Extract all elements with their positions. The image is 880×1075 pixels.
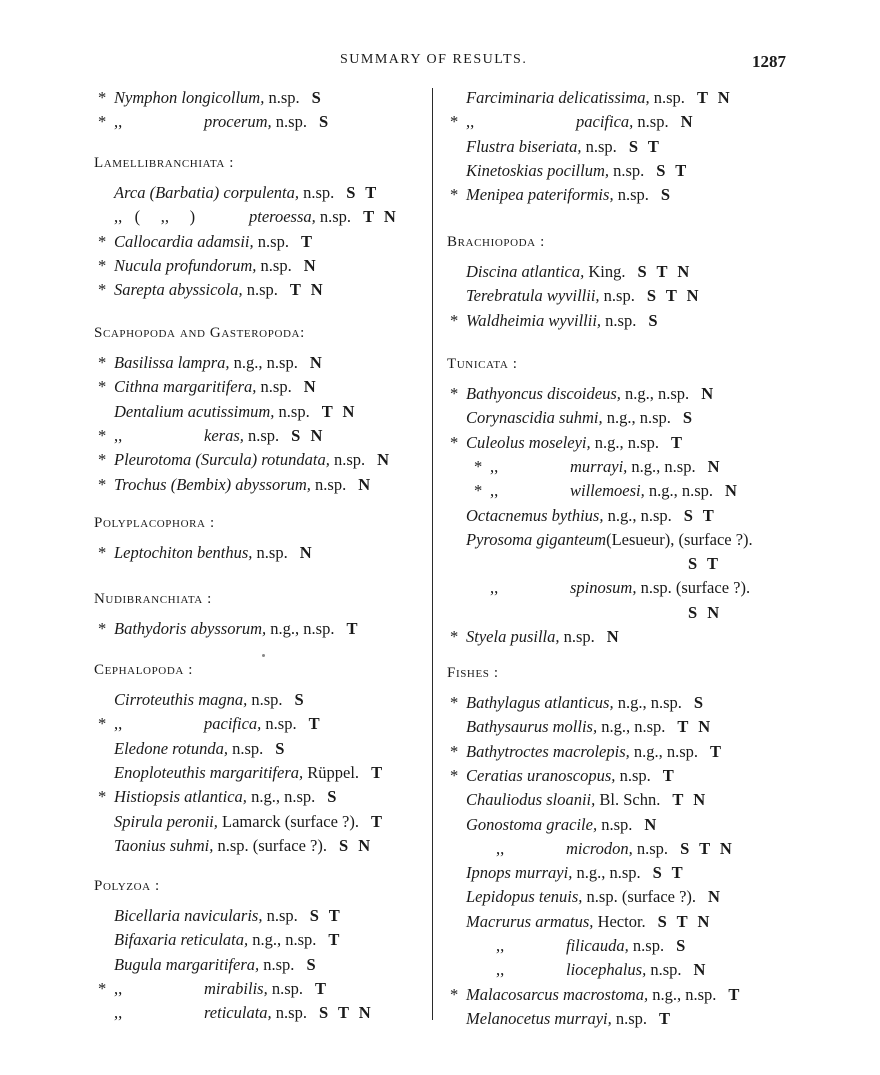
authority-note: n.g., n.sp.: [597, 717, 666, 737]
species-name: Styela pusilla,: [466, 627, 560, 646]
depth-codes: N: [303, 255, 319, 275]
asterisk-mark: *: [474, 456, 483, 476]
species-name: Callocardia adamsii,: [114, 231, 254, 251]
depth-codes: S: [682, 408, 696, 428]
authority-note: n.sp.: [256, 255, 292, 275]
species-name: murrayi,: [570, 456, 628, 476]
authority-note: n.sp.: [633, 112, 669, 132]
species-name: Gonostoma gracile,: [466, 814, 598, 834]
authority-note: n.sp.: [632, 838, 669, 858]
depth-codes: S: [660, 185, 674, 205]
list-item: [450, 530, 753, 550]
list-item: [450, 815, 659, 835]
asterisk-mark: *: [98, 353, 107, 372]
depth-codes: T: [662, 765, 677, 785]
asterisk-mark: *: [98, 231, 107, 251]
species-name: Melanocetus murrayi,: [466, 1008, 612, 1028]
species-name: Corynascidia suhmi,: [466, 408, 603, 428]
authority-note: King.: [584, 262, 626, 281]
species-name: pacifica,: [576, 112, 634, 132]
depth-codes: S: [327, 787, 340, 807]
ditto-mark: ,,: [466, 112, 475, 132]
section-heading: Polyzoa :: [94, 878, 160, 894]
depth-codes: S T N: [646, 286, 702, 306]
list-item: [660, 603, 722, 623]
list-item: [474, 578, 750, 598]
list-item: [480, 960, 708, 980]
depth-codes: T N: [289, 280, 326, 300]
asterisk-mark: *: [474, 481, 483, 501]
depth-codes: N: [708, 887, 723, 907]
depth-codes: T N: [677, 717, 714, 737]
authority-note: n.g., n.sp.: [572, 863, 641, 883]
depth-codes: S T N: [680, 838, 735, 858]
species-name: pteroessa,: [249, 207, 316, 227]
depth-codes: T: [300, 231, 315, 251]
authority-note: n.sp.: [271, 1003, 307, 1023]
species-name: Ceratias uranoscopus,: [466, 765, 616, 785]
species-name: Leptochiton benthus,: [114, 543, 253, 562]
depth-codes: S: [306, 954, 319, 974]
species-name: liocephalus,: [566, 960, 647, 980]
list-item: [480, 936, 688, 956]
depth-codes: S N: [338, 835, 374, 855]
list-item: [474, 481, 740, 501]
asterisk-mark: *: [98, 112, 107, 132]
depth-codes: S: [676, 936, 689, 955]
list-item: [450, 311, 661, 331]
species-name: Bicellaria navicularis,: [114, 906, 263, 925]
authority-note: n.sp.: [264, 88, 300, 107]
asterisk-mark: *: [450, 310, 459, 330]
ditto-mark: ,,: [490, 456, 499, 476]
species-name: Ipnops murrayi,: [466, 863, 573, 883]
authority-note: n.sp.: [271, 112, 307, 132]
list-item: [660, 554, 721, 574]
list-item: [450, 262, 692, 282]
list-item: [450, 693, 706, 713]
species-name: Taonius suhmi,: [114, 835, 214, 855]
asterisk-mark: *: [98, 377, 107, 397]
section-heading: Brachiopoda :: [447, 234, 545, 250]
species-name: Cithna margaritifera,: [114, 377, 257, 397]
authority-note: n.sp.: [242, 280, 278, 300]
depth-codes: N: [701, 384, 717, 403]
depth-codes: N: [358, 474, 374, 494]
ditto-mark: ,,: [490, 481, 499, 501]
authority-note: n.sp.: [252, 543, 288, 562]
list-item: [450, 161, 689, 181]
depth-codes: N: [693, 960, 709, 980]
asterisk-mark: *: [450, 185, 459, 205]
asterisk-mark: *: [450, 627, 459, 646]
species-name: Basilissa lampra,: [114, 353, 230, 372]
list-item: [450, 766, 677, 786]
depth-codes: S: [311, 88, 324, 107]
depth-codes: N: [606, 627, 622, 646]
asterisk-mark: *: [450, 984, 459, 1004]
list-item: [450, 408, 695, 428]
list-item: [450, 384, 716, 404]
species-name: Eledone rotunda,: [114, 738, 228, 758]
species-name: Trochus (Bembix) abyssorum,: [114, 474, 311, 494]
authority-note: n.sp.: [262, 906, 298, 925]
species-name: Bathydoris abyssorum,: [114, 619, 267, 638]
species-name: Pyrosoma giganteum: [466, 529, 607, 549]
authority-note: n.sp.: [310, 474, 347, 494]
list-item: [450, 286, 702, 306]
authority-note: n.sp.: [649, 88, 685, 107]
depth-codes: N: [377, 450, 393, 470]
depth-codes: S T: [628, 136, 662, 156]
list-item: [450, 137, 662, 157]
asterisk-mark: *: [98, 978, 107, 998]
asterisk-mark: *: [98, 543, 107, 562]
asterisk-mark: *: [450, 765, 459, 785]
authority-note: n.sp.: [315, 207, 352, 227]
depth-codes: N: [303, 377, 319, 397]
section-heading: Tunicata :: [447, 356, 518, 372]
species-name: reticulata,: [204, 1003, 272, 1023]
species-name: Bathylagus atlanticus,: [466, 693, 614, 712]
section-heading: Scaphopoda and Gasteropoda:: [94, 325, 305, 341]
species-name: Cirroteuthis magna,: [114, 690, 248, 709]
authority-note: n.g., n.sp.: [627, 456, 696, 476]
section-heading: Nudibranchiata :: [94, 591, 212, 607]
ditto-mark: ,,: [114, 714, 123, 734]
ditto-mark: ,,: [496, 936, 505, 955]
asterisk-mark: *: [98, 450, 107, 470]
species-name: Kinetoskias pocillum,: [466, 160, 609, 180]
asterisk-mark: *: [98, 425, 107, 445]
asterisk-mark: *: [98, 787, 107, 807]
authority-note: n.sp.: [581, 136, 617, 156]
authority-note: n.g., n.sp.: [590, 432, 659, 452]
ditto-mark: ,,: [114, 978, 123, 998]
list-item: [450, 433, 685, 453]
authority-note: n.g., n.sp.: [603, 505, 672, 525]
depth-codes: S T N: [318, 1003, 374, 1023]
depth-codes: S T: [309, 906, 343, 925]
list-item: [450, 742, 724, 762]
depth-codes: T: [728, 984, 743, 1004]
authority-note: (Lesueur), (surface ?).: [606, 529, 753, 549]
authority-note: n.g., n.sp.: [648, 984, 717, 1004]
section-heading: Polyplacophora :: [94, 515, 215, 531]
section-heading: Lamellibranchiata :: [94, 155, 235, 171]
ditto-mark: ,,: [496, 838, 505, 858]
depth-codes: S T: [683, 505, 717, 525]
asterisk-mark: *: [98, 88, 107, 107]
depth-codes: S: [648, 310, 661, 330]
species-name: Bathysaurus mollis,: [466, 717, 598, 737]
authority-note: n.g., n.sp.: [248, 930, 317, 950]
section-heading: Fishes :: [447, 665, 499, 681]
asterisk-mark: *: [450, 741, 459, 761]
asterisk-mark: *: [98, 714, 107, 734]
list-item: [450, 506, 717, 526]
authority-note: n.sp.: [253, 231, 289, 251]
authority-note: n.sp.: [274, 401, 310, 421]
list-item: [474, 457, 723, 477]
authority-note: Lamarck (surface ?).: [217, 811, 359, 831]
authority-note: n.sp.: [597, 814, 633, 834]
species-name: spinosum,: [570, 578, 637, 598]
depth-codes: S T: [688, 554, 722, 574]
species-name: Octacnemus bythius,: [466, 505, 604, 525]
authority-note: n.g., n.sp.: [613, 693, 682, 712]
depth-codes: S N: [688, 602, 723, 622]
depth-codes: N: [299, 543, 315, 562]
page-number: 1287: [752, 52, 786, 71]
list-item: [450, 790, 708, 810]
species-name: Malacosarcus macrostoma,: [466, 984, 649, 1004]
depth-codes: T N: [696, 88, 733, 107]
species-name: Histiopsis atlantica,: [114, 787, 247, 807]
depth-codes: N: [309, 353, 325, 372]
authority-note: n.sp.: [646, 960, 682, 980]
species-name: Chauliodus sloanii,: [466, 790, 596, 810]
depth-codes: S T: [652, 863, 686, 883]
species-name: willemoesi,: [570, 481, 645, 501]
species-name: Discina atlantica,: [466, 262, 585, 281]
authority-note: n.sp.: [628, 936, 665, 955]
species-name: Arca (Barbatia) corpulenta,: [114, 183, 299, 202]
depth-codes: N: [644, 814, 660, 834]
authority-note: n.sp.: [267, 978, 304, 998]
depth-codes: T: [371, 762, 386, 782]
species-name: Menipea pateriformis,: [466, 185, 614, 205]
species-name: Enoploteuthis margaritifera,: [114, 762, 304, 782]
asterisk-mark: *: [98, 474, 107, 494]
species-name: Pleurotoma (Surcula) rotundata,: [114, 450, 330, 470]
authority-note: n.g., n.sp.: [246, 787, 316, 807]
species-name: Bifaxaria reticulata,: [114, 930, 249, 950]
depth-codes: N: [707, 456, 723, 476]
species-name: Bathyoncus discoideus,: [466, 384, 621, 403]
list-item: [450, 88, 733, 108]
asterisk-mark: *: [450, 693, 459, 712]
depth-codes: T: [670, 432, 685, 452]
species-name: pacifica,: [204, 714, 262, 734]
list-item: [450, 887, 723, 907]
authority-note: n.sp.: [227, 738, 264, 758]
species-name: Spirula peronii,: [114, 811, 218, 831]
asterisk-mark: *: [450, 432, 459, 452]
species-name: Bugula margaritifera,: [114, 954, 260, 974]
depth-codes: T: [710, 741, 725, 761]
list-item: [450, 185, 673, 205]
ditto-mark: ,,: [490, 578, 499, 598]
species-name: Farciminaria delicatissima,: [466, 88, 650, 107]
authority-note: n.sp.: [613, 185, 649, 205]
authority-note: Hector.: [593, 911, 646, 931]
depth-codes: T N: [321, 401, 358, 421]
authority-note: n.sp.: [247, 690, 283, 709]
authority-note: n.g., n.sp.: [629, 741, 699, 761]
species-name: Terebratula wyvillii,: [466, 286, 600, 306]
list-item: [450, 627, 622, 647]
authority-note: n.sp.: [599, 286, 635, 306]
list-item: [450, 863, 686, 883]
section-heading: Cephalopoda :: [94, 662, 194, 678]
authority-note: n.sp.: [609, 160, 645, 180]
list-item: [450, 912, 712, 932]
species-name: Nucula profundorum,: [114, 255, 257, 275]
list-item: [480, 839, 735, 859]
authority-note: n.g., n.sp.: [602, 408, 671, 428]
asterisk-mark: *: [98, 280, 107, 300]
running-title: SUMMARY OF RESULTS.: [340, 52, 528, 67]
depth-codes: N: [680, 112, 696, 132]
ditto-mark: ,, ( ,, ): [114, 207, 196, 227]
depth-codes: N: [725, 481, 740, 501]
asterisk-mark: *: [450, 384, 459, 403]
authority-note: Bl. Schn.: [595, 790, 661, 810]
depth-codes: T: [328, 930, 343, 950]
asterisk-mark: *: [98, 619, 107, 638]
authority-note: n.sp.: [243, 425, 280, 445]
list-item: [450, 717, 713, 737]
depth-codes: S: [693, 693, 707, 712]
ditto-mark: ,,: [496, 960, 505, 980]
species-name: mirabilis,: [204, 978, 268, 998]
depth-codes: T: [659, 1008, 674, 1028]
authority-note: n.sp.: [256, 377, 292, 397]
species-name: Dentalium acutissimum,: [114, 401, 275, 421]
authority-note: n.sp.: [298, 183, 335, 202]
authority-note: n.g., n.sp.: [229, 353, 298, 372]
species-name: microdon,: [566, 838, 633, 858]
species-name: Nymphon longicollum,: [114, 88, 265, 107]
depth-codes: T: [346, 619, 361, 638]
depth-codes: S: [275, 738, 288, 758]
species-name: Waldheimia wyvillii,: [466, 310, 602, 330]
authority-note: n.sp. (surface ?).: [213, 835, 327, 855]
authority-note: n.sp.: [259, 954, 295, 974]
list-item: [450, 985, 742, 1005]
authority-note: n.sp.: [601, 310, 637, 330]
species-name: Flustra biseriata,: [466, 136, 582, 156]
species-name: Bathytroctes macrolepis,: [466, 741, 630, 761]
authority-note: n.sp.: [329, 450, 366, 470]
depth-codes: S T: [656, 160, 690, 180]
authority-note: Rüppel.: [303, 762, 360, 782]
species-name: keras,: [204, 425, 244, 445]
species-name: Lepidopus tenuis,: [466, 887, 583, 907]
depth-codes: T: [315, 978, 330, 998]
authority-note: n.sp.: [611, 1008, 648, 1028]
authority-note: n.sp. (surface ?).: [582, 887, 697, 907]
depth-codes: T: [370, 811, 385, 831]
species-name: procerum,: [204, 112, 272, 132]
depth-codes: T N: [363, 207, 399, 227]
depth-codes: S: [318, 112, 332, 132]
depth-codes: S T: [346, 183, 380, 202]
authority-note: n.g., n.sp.: [266, 619, 335, 638]
species-name: filicauda,: [566, 936, 629, 955]
depth-codes: S N: [291, 425, 326, 445]
asterisk-mark: *: [450, 112, 459, 132]
depth-codes: T N: [672, 790, 709, 810]
species-name: Sarepta abyssicola,: [114, 280, 243, 300]
ditto-mark: ,,: [114, 112, 123, 132]
authority-note: n.sp. (surface ?).: [636, 578, 751, 598]
depth-codes: S T N: [637, 262, 693, 281]
list-item: [450, 1009, 673, 1029]
depth-codes: S T N: [657, 911, 713, 931]
authority-note: n.sp.: [559, 627, 595, 646]
species-name: Culeolus moseleyi,: [466, 432, 591, 452]
ditto-mark: ,,: [114, 425, 123, 445]
authority-note: n.sp.: [261, 714, 297, 734]
authority-note: n.sp.: [615, 765, 651, 785]
authority-note: n.g., n.sp.: [644, 481, 713, 501]
species-name: Macrurus armatus,: [466, 911, 594, 931]
authority-note: n.g., n.sp.: [620, 384, 690, 403]
asterisk-mark: *: [98, 255, 107, 275]
list-item: [450, 112, 696, 132]
ditto-mark: ,,: [114, 1003, 123, 1023]
depth-codes: T: [308, 714, 323, 734]
depth-codes: S: [294, 690, 307, 709]
